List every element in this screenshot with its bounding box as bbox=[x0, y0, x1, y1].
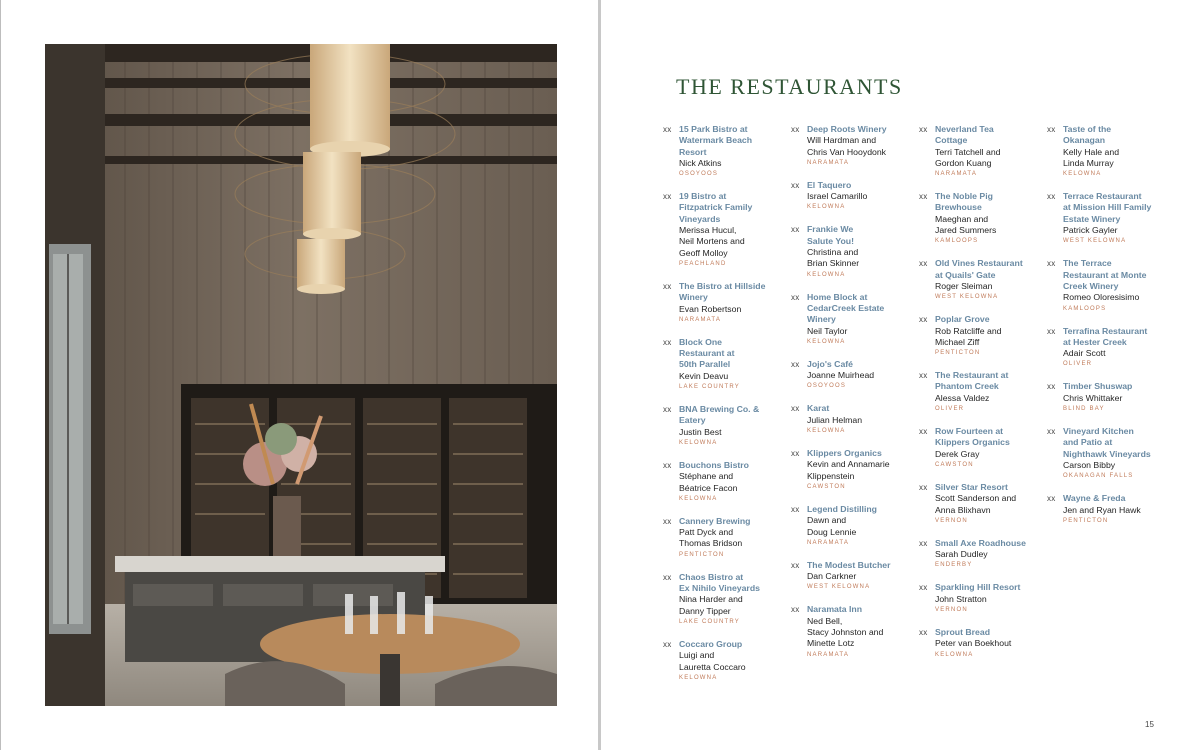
list-item bbox=[663, 124, 785, 180]
restaurant-name: Naramata Inn bbox=[807, 604, 863, 615]
list-item bbox=[663, 404, 785, 449]
restaurant-location: KAMLOOPS bbox=[1063, 305, 1107, 312]
restaurant-people: Israel Camarillo bbox=[807, 191, 868, 202]
restaurant-location: KELOWNA bbox=[679, 674, 718, 681]
restaurant-name: Chaos Bistro at Ex Nihilo Vineyards bbox=[679, 571, 760, 594]
entry-page-ref: xx bbox=[791, 560, 800, 570]
restaurant-name: Klippers Organics bbox=[807, 448, 882, 459]
entry-page-ref: xx bbox=[919, 482, 928, 492]
restaurant-people: Patrick Gayler bbox=[1063, 225, 1118, 236]
restaurant-people: Joanne Muirhead bbox=[807, 370, 875, 381]
list-item bbox=[663, 516, 785, 561]
list-item bbox=[919, 426, 1041, 471]
restaurant-people: Will Hardman and Chris Van Hooydonk bbox=[807, 135, 887, 157]
list-item bbox=[791, 403, 913, 437]
right-page bbox=[601, 0, 1200, 750]
list-item bbox=[919, 370, 1041, 415]
restaurant-people: Nick Atkins bbox=[679, 157, 722, 168]
entry-page-ref: xx bbox=[791, 125, 800, 134]
restaurant-people: Nina Harder and Danny Tipper bbox=[679, 594, 743, 616]
list-item bbox=[1047, 124, 1169, 180]
restaurant-name: Terrace Restaurant at Mission Hill Family Estate Winery bbox=[1063, 191, 1152, 224]
restaurant-location: KELOWNA bbox=[807, 204, 846, 211]
restaurant-name: The Restaurant at Phantom Creek bbox=[935, 370, 1009, 392]
list-item bbox=[791, 224, 913, 280]
entry-page-ref: xx bbox=[663, 405, 672, 415]
list-item bbox=[1047, 326, 1169, 371]
restaurant-name: The Modest Butcher bbox=[807, 559, 891, 570]
entry-page-ref: xx bbox=[919, 192, 928, 202]
restaurant-location: NARAMATA bbox=[807, 159, 850, 166]
restaurant-location: WEST KELOWNA bbox=[807, 584, 871, 591]
restaurant-location: ENDERBY bbox=[935, 562, 973, 569]
restaurant-location: KAMLOOPS bbox=[935, 238, 979, 245]
list-item bbox=[919, 482, 1041, 527]
restaurant-list bbox=[663, 124, 1173, 704]
entry-page-ref: xx bbox=[791, 180, 800, 190]
restaurant-name: Jojo's Café bbox=[807, 358, 853, 369]
list-item bbox=[919, 258, 1041, 303]
restaurant-location: KELOWNA bbox=[935, 651, 974, 658]
list-column-3 bbox=[919, 124, 1041, 672]
entry-page-ref: xx bbox=[919, 538, 928, 548]
list-item bbox=[791, 124, 913, 169]
restaurant-people: Kevin Deavu bbox=[679, 370, 729, 381]
list-item bbox=[663, 191, 785, 270]
restaurant-location: KELOWNA bbox=[807, 338, 846, 345]
list-item bbox=[919, 191, 1041, 247]
entry-page-ref: xx bbox=[919, 371, 928, 381]
list-item bbox=[1047, 381, 1169, 415]
restaurant-name: 15 Park Bistro at Watermark Beach Resort bbox=[679, 124, 753, 157]
entry-page-ref: xx bbox=[919, 427, 928, 437]
list-column-2 bbox=[791, 124, 913, 672]
restaurant-location: NARAMATA bbox=[807, 539, 850, 546]
restaurant-people: Alessa Valdez bbox=[935, 392, 990, 403]
restaurant-name: Neverland Tea Cottage bbox=[935, 124, 994, 146]
entry-page-ref: xx bbox=[1047, 192, 1056, 202]
entry-page-ref: xx bbox=[919, 259, 928, 269]
restaurant-people: Julian Helman bbox=[807, 414, 863, 425]
restaurant-people: Stéphane and Béatrice Facon bbox=[679, 471, 738, 493]
restaurant-people: Rob Ratcliffe and Michael Ziff bbox=[935, 325, 1002, 347]
entry-page-ref: xx bbox=[791, 292, 800, 302]
restaurant-name: El Taquero bbox=[807, 179, 852, 190]
restaurant-interior-photo bbox=[45, 44, 557, 706]
restaurant-people: Maeghan and Jared Summers bbox=[935, 213, 997, 236]
restaurant-people: Dawn and Doug Lennie bbox=[807, 515, 857, 537]
list-item bbox=[791, 292, 913, 348]
restaurant-name: Coccaro Group bbox=[679, 638, 743, 649]
restaurant-name: Sparkling Hill Resort bbox=[935, 582, 1021, 593]
entry-page-ref: xx bbox=[663, 192, 672, 202]
restaurant-name: Sprout Bread bbox=[935, 627, 991, 638]
restaurant-people: Chris Whittaker bbox=[1063, 392, 1123, 403]
restaurant-name: Taste of the Okanagan bbox=[1063, 124, 1112, 146]
restaurant-name: Small Axe Roadhouse bbox=[935, 537, 1026, 548]
restaurant-people: Romeo Oloresisimo bbox=[1063, 292, 1140, 303]
restaurant-people: Justin Best bbox=[679, 426, 722, 437]
restaurant-name: Home Block at CedarCreek Estate Winery bbox=[807, 291, 885, 325]
restaurant-location: KELOWNA bbox=[807, 428, 846, 435]
entry-page-ref: xx bbox=[791, 605, 800, 615]
restaurant-location: LAKE COUNTRY bbox=[679, 384, 740, 391]
entry-page-ref: xx bbox=[663, 460, 672, 470]
entry-page-ref: xx bbox=[1047, 125, 1056, 134]
list-item bbox=[919, 124, 1041, 180]
restaurant-location: PENTICTON bbox=[679, 551, 725, 558]
restaurant-location: OLIVER bbox=[1063, 361, 1093, 368]
entry-page-ref: xx bbox=[1047, 494, 1056, 504]
restaurant-people: John Stratton bbox=[935, 593, 987, 604]
restaurant-location: LAKE COUNTRY bbox=[679, 618, 740, 625]
restaurant-location: PENTICTON bbox=[935, 350, 981, 357]
restaurant-people: Terri Tatchell and Gordon Kuang bbox=[935, 146, 1001, 168]
restaurant-people: Patt Dyck and Thomas Bridson bbox=[679, 527, 743, 549]
restaurant-name: The Terrace Restaurant at Monte Creek Winery bbox=[1063, 258, 1147, 291]
restaurant-location: PENTICTON bbox=[1063, 517, 1109, 524]
list-item bbox=[919, 582, 1041, 616]
entry-page-ref: xx bbox=[919, 315, 928, 325]
entry-page-ref: xx bbox=[663, 337, 672, 347]
restaurant-location: KELOWNA bbox=[679, 495, 718, 502]
list-item bbox=[1047, 258, 1169, 314]
restaurant-people: Kevin and Annamarie Klippenstein bbox=[807, 459, 890, 481]
restaurant-people: Carson Bibby bbox=[1063, 459, 1116, 470]
list-item bbox=[663, 460, 785, 505]
list-item bbox=[791, 359, 913, 393]
restaurant-people: Evan Robertson bbox=[679, 303, 742, 314]
restaurant-name: Bouchons Bistro bbox=[679, 459, 749, 470]
entry-page-ref: xx bbox=[791, 449, 800, 459]
restaurant-name: Old Vines Restaurant at Quails' Gate bbox=[935, 258, 1023, 280]
list-item bbox=[919, 538, 1041, 572]
list-item bbox=[791, 448, 913, 493]
restaurant-location: CAWSTON bbox=[935, 461, 974, 468]
entry-page-ref: xx bbox=[919, 125, 928, 134]
restaurant-location: KELOWNA bbox=[807, 271, 846, 278]
restaurant-people: Neil Taylor bbox=[807, 325, 848, 336]
entry-page-ref: xx bbox=[791, 504, 800, 514]
restaurant-people: Scott Sanderson and Anna Blixhavn bbox=[935, 493, 1017, 515]
restaurant-people: Derek Gray bbox=[935, 448, 980, 459]
entry-page-ref: xx bbox=[663, 639, 672, 649]
restaurant-location: OSOYOOS bbox=[679, 171, 719, 178]
restaurant-location: WEST KELOWNA bbox=[1063, 238, 1127, 245]
page-number: 15 bbox=[1145, 720, 1154, 729]
list-item bbox=[663, 337, 785, 393]
restaurant-location: BLIND BAY bbox=[1063, 406, 1105, 413]
list-item bbox=[791, 180, 913, 214]
restaurant-people: Christina and Brian Skinner bbox=[807, 247, 860, 269]
entry-page-ref: xx bbox=[791, 225, 800, 235]
entry-page-ref: xx bbox=[1047, 427, 1056, 437]
entry-page-ref: xx bbox=[663, 281, 672, 291]
restaurant-name: BNA Brewing Co. & Eatery bbox=[679, 404, 760, 426]
list-item bbox=[791, 504, 913, 549]
restaurant-name: Silver Star Resort bbox=[935, 481, 1008, 492]
restaurant-location: WEST KELOWNA bbox=[935, 294, 999, 301]
entry-page-ref: xx bbox=[919, 583, 928, 593]
page-title: THE RESTAURANTS bbox=[676, 74, 903, 99]
left-page bbox=[0, 0, 598, 750]
restaurant-location: OLIVER bbox=[935, 406, 965, 413]
restaurant-location: KELOWNA bbox=[679, 439, 718, 446]
entry-page-ref: xx bbox=[663, 572, 672, 582]
restaurant-people: Merissa Hucul, Neil Mortens and Geoff Molloy bbox=[679, 225, 745, 258]
restaurant-people: Kelly Hale and Linda Murray bbox=[1063, 146, 1120, 168]
entry-page-ref: xx bbox=[663, 125, 672, 134]
restaurant-location: KELOWNA bbox=[1063, 171, 1102, 178]
entry-page-ref: xx bbox=[919, 628, 928, 638]
restaurant-name: Vineyard Kitchen and Patio at Nighthawk Vineyards bbox=[1063, 426, 1151, 459]
restaurant-location: VERNON bbox=[935, 517, 968, 524]
restaurant-name: Block One Restaurant at 50th Parallel bbox=[679, 336, 735, 370]
restaurant-name: Row Fourteen at Klippers Organics bbox=[935, 426, 1010, 448]
list-column-4 bbox=[1047, 124, 1169, 538]
restaurant-location: NARAMATA bbox=[807, 651, 850, 658]
list-item bbox=[1047, 426, 1169, 482]
list-item bbox=[663, 572, 785, 628]
restaurant-name: The Noble Pig Brewhouse bbox=[935, 191, 993, 213]
list-item bbox=[791, 604, 913, 660]
restaurant-people: Ned Bell, Stacy Johnston and Minette Lotz bbox=[807, 615, 884, 649]
restaurant-name: The Bistro at Hillside Winery bbox=[679, 280, 766, 303]
restaurant-name: Deep Roots Winery bbox=[807, 124, 887, 134]
list-item bbox=[663, 281, 785, 326]
restaurant-location: OKANAGAN FALLS bbox=[1063, 473, 1134, 480]
list-item bbox=[919, 314, 1041, 359]
restaurant-name: Legend Distilling bbox=[807, 503, 877, 514]
entry-page-ref: xx bbox=[791, 359, 800, 369]
restaurant-name: 19 Bistro at Fitzpatrick Family Vineyards bbox=[679, 191, 753, 224]
entry-page-ref: xx bbox=[1047, 382, 1056, 392]
restaurant-people: Adair Scott bbox=[1063, 348, 1106, 359]
list-item bbox=[1047, 191, 1169, 247]
entry-page-ref: xx bbox=[1047, 326, 1056, 336]
entry-page-ref: xx bbox=[791, 404, 800, 414]
restaurant-people: Roger Sleiman bbox=[935, 280, 993, 291]
restaurant-name: Timber Shuswap bbox=[1063, 381, 1133, 392]
restaurant-location: PEACHLAND bbox=[679, 260, 727, 267]
entry-page-ref: xx bbox=[1047, 259, 1056, 269]
restaurant-location: CAWSTON bbox=[807, 483, 846, 490]
restaurant-people: Luigi and Lauretta Coccaro bbox=[679, 650, 746, 672]
restaurant-location: VERNON bbox=[935, 607, 968, 614]
restaurant-location: OSOYOOS bbox=[807, 383, 847, 390]
restaurant-name: Poplar Grove bbox=[935, 314, 990, 325]
restaurant-location: NARAMATA bbox=[935, 171, 978, 178]
restaurant-location: NARAMATA bbox=[679, 316, 722, 323]
restaurant-name: Wayne & Freda bbox=[1063, 493, 1126, 504]
list-item bbox=[791, 560, 913, 594]
restaurant-name: Terrafina Restaurant at Hester Creek bbox=[1063, 325, 1148, 347]
restaurant-name: Cannery Brewing bbox=[679, 515, 751, 526]
restaurant-people: Dan Carkner bbox=[807, 571, 857, 582]
restaurant-people: Peter van Boekhout bbox=[935, 638, 1012, 649]
list-item bbox=[919, 627, 1041, 661]
list-item bbox=[1047, 493, 1169, 527]
list-item bbox=[663, 639, 785, 684]
restaurant-people: Sarah Dudley bbox=[935, 549, 988, 560]
restaurant-name: Karat bbox=[807, 403, 830, 414]
restaurant-people: Jen and Ryan Hawk bbox=[1063, 504, 1141, 515]
restaurant-name: Frankie We Salute You! bbox=[807, 224, 854, 246]
list-column-1 bbox=[663, 124, 785, 695]
entry-page-ref: xx bbox=[663, 516, 672, 526]
